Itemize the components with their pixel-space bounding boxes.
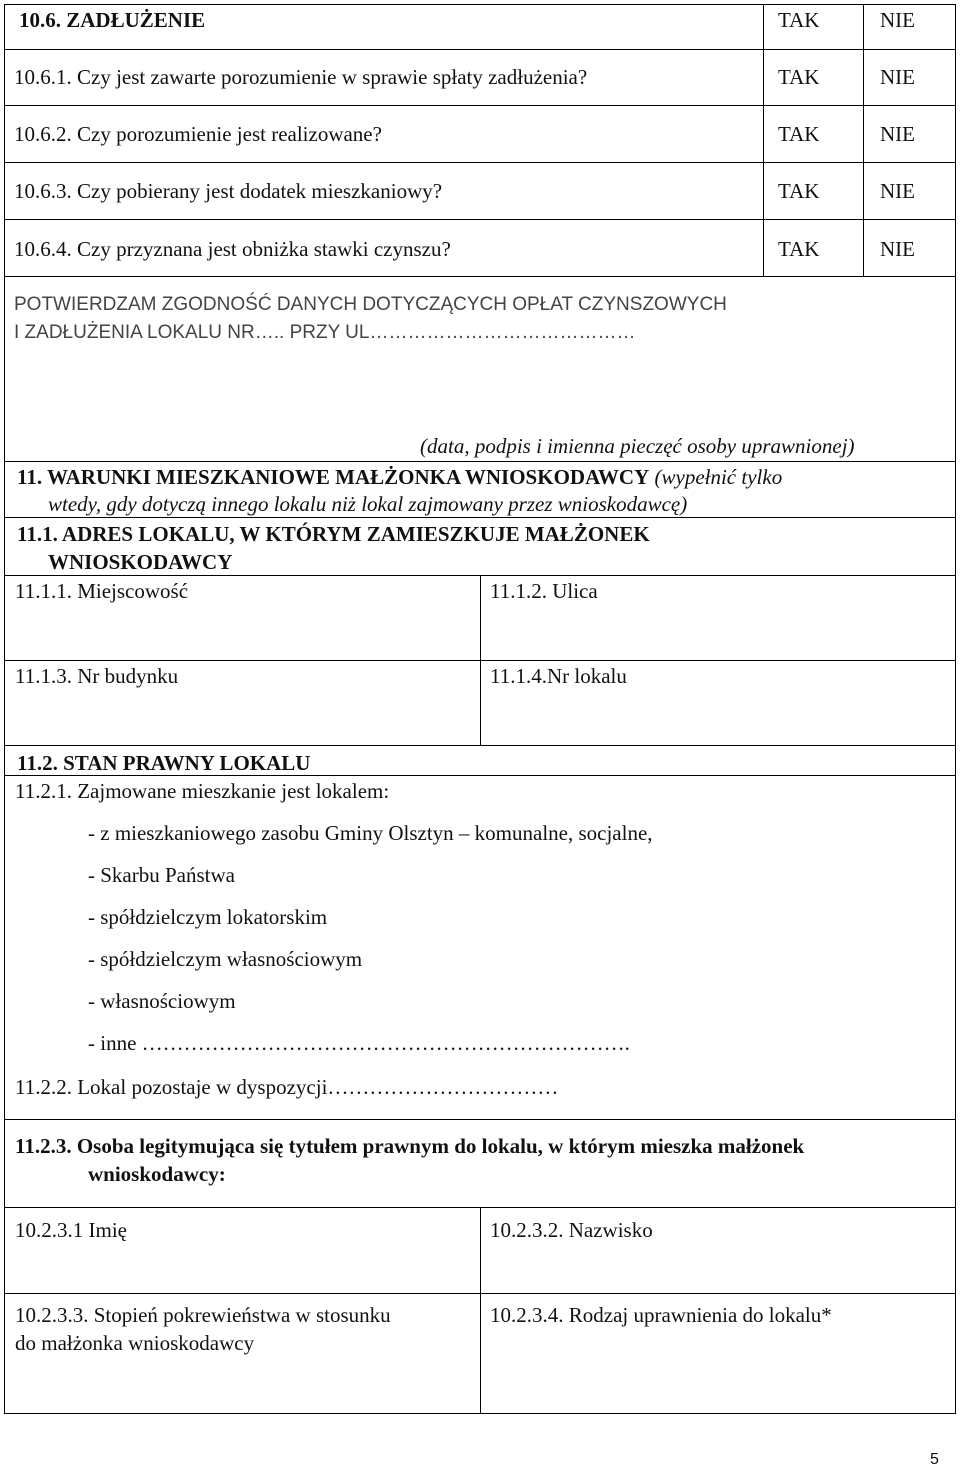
question-agreement: 10.6.1. Czy jest zawarte porozumienie w sprawie spłaty zadłużenia? <box>14 65 588 89</box>
yes-header: TAK <box>778 8 820 32</box>
debt-title: 10.6. ZADŁUŻENIE <box>19 8 206 32</box>
border-right <box>955 4 956 1414</box>
row-divider <box>4 219 956 220</box>
border-bottom <box>4 1413 956 1414</box>
address-heading: 11.1. ADRES LOKALU, W KTÓRYM ZAMIESZKUJE MAŁŻONEK <box>17 522 650 546</box>
row-divider <box>4 517 956 518</box>
legal-holder-heading: 11.2.3. Osoba legitymująca się tytułem prawnym do lokalu, w którym mieszka małżonek <box>15 1134 805 1158</box>
column-divider <box>863 4 864 276</box>
question-agreement-realized: 10.6.2. Czy porozumienie jest realizowane? <box>14 122 382 146</box>
option-state-treasury[interactable]: - Skarbu Państwa <box>88 863 235 887</box>
yes-option[interactable]: TAK <box>778 179 820 203</box>
no-header: NIE <box>880 8 915 32</box>
no-option[interactable]: NIE <box>880 179 915 203</box>
building-number-field[interactable]: 11.1.3. Nr budynku <box>15 664 179 688</box>
option-cooperative-tenant[interactable]: - spółdzielczym lokatorskim <box>88 905 328 929</box>
column-divider <box>763 4 764 276</box>
column-divider <box>480 1207 481 1413</box>
option-other[interactable]: - inne ……………………………………………………………. <box>88 1031 630 1055</box>
kinship-field[interactable]: 10.2.3.3. Stopień pokrewieństwa w stosunku <box>15 1303 391 1327</box>
first-name-field[interactable]: 10.2.3.1 Imię <box>15 1218 127 1242</box>
section-11-note: (wypełnić tylko <box>654 465 783 489</box>
no-option[interactable]: NIE <box>880 65 915 89</box>
row-divider <box>4 162 956 163</box>
row-divider <box>4 276 956 277</box>
section-11-note-line-2: wtedy, gdy dotyczą innego lokalu niż lokal zajmowany przez wnioskodawcę) <box>48 492 688 516</box>
yes-option[interactable]: TAK <box>778 122 820 146</box>
row-divider <box>4 461 956 462</box>
row-divider <box>4 105 956 106</box>
confirmation-line-1: POTWIERDZAM ZGODNOŚĆ DANYCH DOTYCZĄCYCH OPŁAT CZYNSZOWYCH <box>14 294 727 315</box>
option-cooperative-ownership[interactable]: - spółdzielczym własnościowym <box>88 947 363 971</box>
question-housing-allowance: 10.6.3. Czy pobierany jest dodatek mieszkaniowy? <box>14 179 443 203</box>
option-municipal[interactable]: - z mieszkaniowego zasobu Gminy Olsztyn – komunalne, socjalne, <box>88 821 653 845</box>
yes-option[interactable]: TAK <box>778 237 820 261</box>
signature-caption: (data, podpis i imienna pieczęć osoby uprawnionej) <box>420 434 855 458</box>
kinship-field-line-2: do małżonka wnioskodawcy <box>15 1331 255 1355</box>
no-option[interactable]: NIE <box>880 237 915 261</box>
entitlement-field[interactable]: 10.2.3.4. Rodzaj uprawnienia do lokalu* <box>490 1303 832 1327</box>
page-number: 5 <box>930 1451 939 1468</box>
no-option[interactable]: NIE <box>880 122 915 146</box>
row-divider <box>4 745 956 746</box>
address-heading-line-2: WNIOSKODAWCY <box>48 550 233 574</box>
legal-holder-heading-line-2: wnioskodawcy: <box>88 1162 226 1186</box>
flat-number-field[interactable]: 11.1.4.Nr lokalu <box>490 664 627 688</box>
border-left <box>4 4 5 1414</box>
section-11-heading <box>17 464 782 490</box>
option-ownership[interactable]: - własnościowym <box>88 989 236 1013</box>
yes-option[interactable]: TAK <box>778 65 820 89</box>
border-top <box>4 4 956 5</box>
section-11-title: 11. WARUNKI MIESZKANIOWE MAŁŻONKA WNIOSKODAWCY <box>17 465 650 489</box>
city-field[interactable]: 11.1.1. Miejscowość <box>15 579 189 603</box>
row-divider <box>4 49 956 50</box>
column-divider <box>480 575 481 745</box>
confirmation-line-2: I ZADŁUŻENIA LOKALU NR….. PRZY UL…………………………………… <box>14 322 636 343</box>
legal-status-heading: 11.2. STAN PRAWNY LOKALU <box>17 751 311 775</box>
question-rent-reduction: 10.6.4. Czy przyznana jest obniżka stawki czynszu? <box>14 237 451 261</box>
disposal-field[interactable]: 11.2.2. Lokal pozostaje w dyspozycji…………………………… <box>15 1075 559 1099</box>
occupied-flat-label: 11.2.1. Zajmowane mieszkanie jest lokalem: <box>15 779 390 803</box>
street-field[interactable]: 11.1.2. Ulica <box>490 579 598 603</box>
row-divider <box>4 1119 956 1120</box>
last-name-field[interactable]: 10.2.3.2. Nazwisko <box>490 1218 653 1242</box>
